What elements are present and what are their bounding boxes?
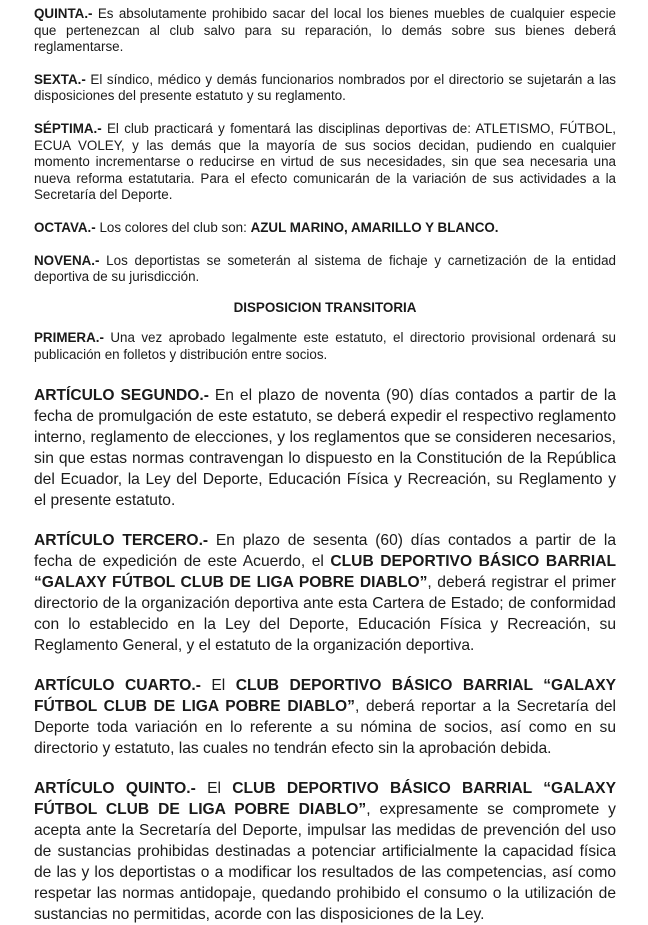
clause-text: Una vez aprobado legalmente este estatuto, el directorio provisional ordenará su publicación en folletos y distribución entre socios.	[34, 330, 616, 362]
clause-label: SEXTA.-	[34, 71, 86, 87]
clause-label: SÉPTIMA.-	[34, 120, 102, 136]
transitory-heading: DISPOSICION TRANSITORIA	[233, 299, 417, 315]
article-text: En plazo de sesenta (60) días contados a partir de la fecha de expedición de este Acuerdo, el	[34, 531, 616, 570]
article-text: El	[200, 676, 236, 694]
clause-novena	[34, 253, 616, 286]
article-label: ARTÍCULO CUARTO.-	[34, 676, 201, 694]
clause-septima	[34, 121, 616, 204]
clause-octava	[34, 220, 616, 237]
club-name: CLUB DEPORTIVO BÁSICO BARRIAL “GALAXY FÚTBOL CLUB DE LIGA POBRE DIABLO”	[34, 779, 616, 818]
article-text: El	[195, 779, 233, 797]
article-text: , expresamente se compromete y acepta ante la Secretaría del Deporte, impulsar las medidas de prevención del uso de sustancias prohibidas destinadas a potenciar artificialmente la capacidad física de las y los deportistas o a modificar los resultados de las competencias, así como respetar las normas antidopaje, quedando prohibido el consumo o la utilización de sustancias no permitidas, acorde con las disposiciones de la Ley.	[34, 800, 616, 923]
article-cuarto	[34, 675, 616, 759]
clause-label: QUINTA.-	[34, 6, 93, 21]
article-label: ARTÍCULO QUINTO.-	[34, 779, 196, 797]
clause-text: Es absolutamente prohibido sacar del local los bienes muebles de cualquier especie que pertenezcan al club salvo para su reparación, lo demás sobre sus bienes deberá reglamentarse.	[34, 6, 616, 55]
article-text: , deberá reportar a la Secretaría del Deporte toda variación en lo referente a su nómina de socios, así como en su directorio y estatuto, las cuales no tendrán efecto sin la aprobación debida.	[34, 697, 616, 757]
article-text: En el plazo de noventa (90) días contados a partir de la fecha de promulgación de este estatuto, se deberá expedir el respectivo reglamento interno, reglamento de elecciones, y los reglamentos que se consideren necesarios, sin que estas normas contravengan lo dispuesto en la Constitución de la República del Ecuador, la Ley del Deporte, Educación Física y Recreación, su Reglamento y el presente estatuto.	[34, 386, 616, 509]
club-name: CLUB DEPORTIVO BÁSICO BARRIAL “GALAXY FÚTBOL CLUB DE LIGA POBRE DIABLO”	[34, 676, 616, 715]
article-text: , deberá registrar el primer directorio de la organización deportiva ante esta Cartera de Estado; de conformidad con lo establecido en la Ley del Deporte, Educación Física y Recreación, su Reglamento General, y el estatuto de la organización deportiva.	[34, 573, 616, 654]
clause-label: OCTAVA.-	[34, 219, 96, 235]
transitory-primera	[34, 330, 616, 363]
clause-label: PRIMERA.-	[34, 330, 104, 346]
clause-quinta	[34, 6, 616, 56]
clause-text: El síndico, médico y demás funcionarios nombrados por el directorio se sujetarán a las disposiciones del presente estatuto y su reglamento.	[34, 71, 616, 104]
articles-section	[34, 385, 616, 925]
clause-text: Los colores del club son:	[95, 219, 251, 235]
article-label: ARTÍCULO TERCERO.-	[34, 531, 209, 549]
clause-sexta	[34, 72, 616, 105]
article-tercero	[34, 530, 616, 656]
article-quinto	[34, 778, 616, 925]
article-segundo	[34, 385, 616, 511]
club-colors: AZUL MARINO, AMARILLO Y BLANCO.	[250, 219, 499, 235]
club-name: CLUB DEPORTIVO BÁSICO BARRIAL “GALAXY FÚTBOL CLUB DE LIGA POBRE DIABLO”	[34, 552, 616, 591]
article-label: ARTÍCULO SEGUNDO.-	[34, 386, 209, 404]
clause-text: El club practicará y fomentará las disciplinas deportivas de: ATLETISMO, FÚTBOL, ECUA VOLEY, y las demás que la mayoría de sus socios decidan, pudiendo en cualquier momento incrementarse o reducirse en virtud de sus necesidades, sin que sea necesaria una nueva reforma estatutaria. Para el efecto comunicarán de la variación de sus actividades a la Secretaría del Deporte.	[34, 120, 616, 203]
clause-text: Los deportistas se someterán al sistema de fichaje y carnetización de la entidad deportiva de su jurisdicción.	[34, 252, 616, 285]
clauses-section	[34, 6, 616, 286]
document-page	[34, 6, 616, 925]
clause-label: NOVENA.-	[34, 252, 100, 268]
